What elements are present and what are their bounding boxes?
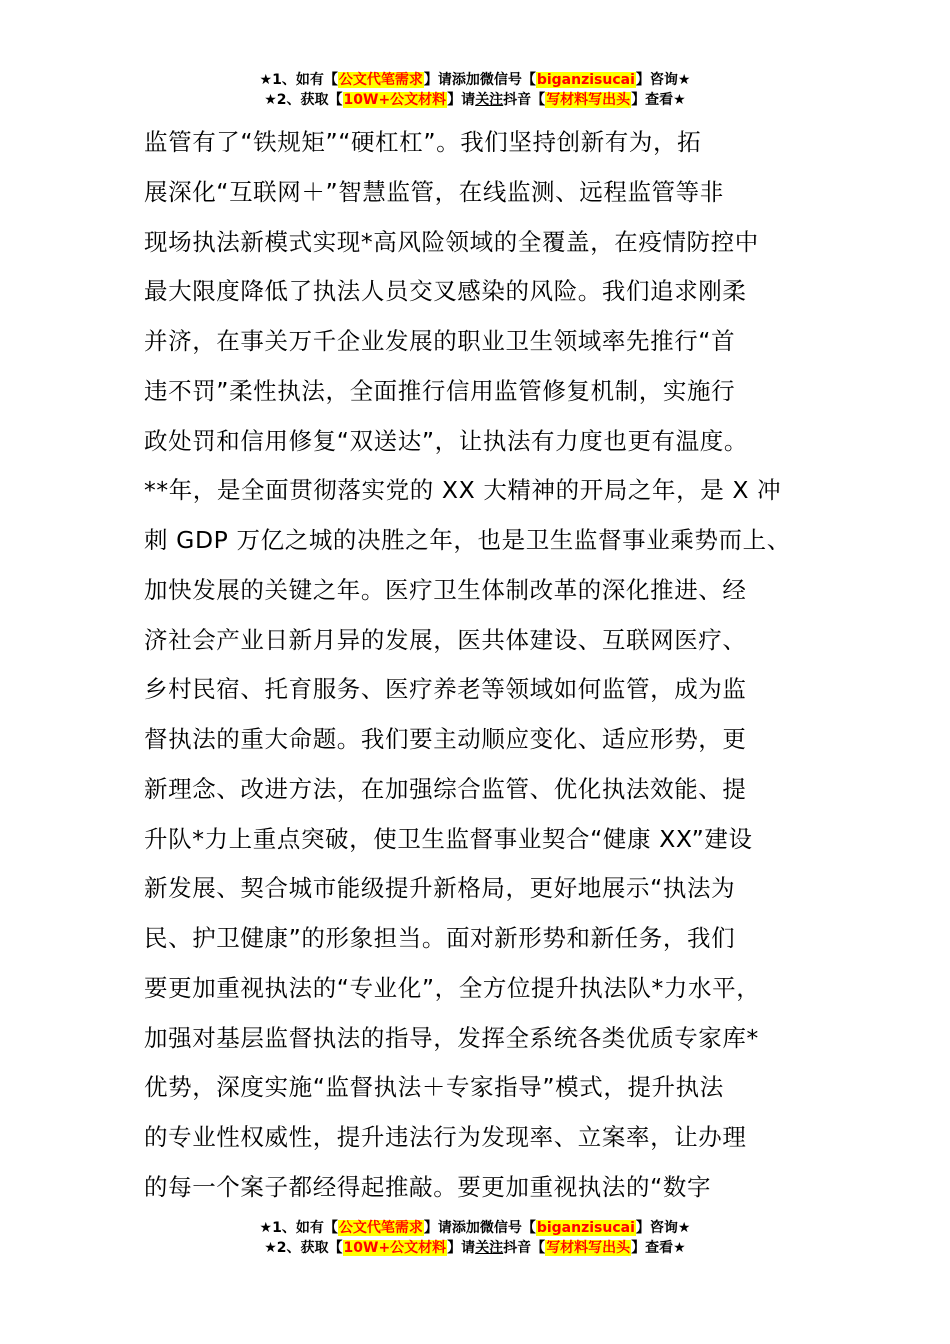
body-line: 优势，深度实施“监督执法＋专家指导”模式，提升执法: [144, 1073, 724, 1102]
promo-mid: 】请添加微信号【: [423, 1220, 536, 1236]
body-line: 现场执法新模式实现*高风险领域的全覆盖，在疫情防控中: [144, 227, 759, 256]
promo-line-1: [0, 70, 950, 90]
body-line: 督执法的重大命题。我们要主动顺应变化、适应形势，更: [144, 725, 747, 753]
promo-suffix: 】查看★: [631, 92, 686, 108]
body-line: 违不罚”柔性执法，全面推行信用监管修复机制，实施行: [144, 376, 736, 405]
promo-mid: 】请添加微信号【: [423, 72, 536, 88]
follow-underlined: 关注: [475, 1240, 504, 1256]
promo-suffix: 】查看★: [631, 1240, 686, 1256]
wechat-id-highlight: biganzisucai: [536, 1220, 635, 1236]
promo-line-2: [0, 1238, 950, 1258]
douyin-account-highlight: 写材料写出头: [546, 1240, 631, 1256]
promo-prefix: ★1、如有【: [259, 72, 338, 88]
body-line: 展深化“互联网＋”智慧监管，在线监测、远程监管等非: [144, 177, 724, 206]
promo-suffix: 】咨询★: [635, 1220, 691, 1236]
promo-suffix: 】咨询★: [635, 72, 691, 88]
promo-line-2: [0, 90, 950, 110]
promo-prefix: ★2、获取【: [264, 1240, 343, 1256]
body-line: 济社会产业日新月异的发展，医共体建设、互联网医疗、: [144, 625, 747, 654]
body-line: 并济，在事关万千企业发展的职业卫生领域率先推行“首: [144, 327, 736, 355]
promo-prefix: ★2、获取【: [264, 92, 343, 108]
douyin-account-highlight: 写材料写出头: [546, 92, 631, 108]
body-line: 新发展、契合城市能级提升新格局，更好地展示“执法为: [144, 874, 736, 903]
ghostwriting-highlight: 公文代笔需求: [338, 72, 423, 88]
promo-mid: 】请: [447, 92, 476, 108]
document-body: [144, 118, 834, 1213]
promo-header: [0, 70, 950, 110]
materials-highlight: 10W+公文材料: [343, 1240, 447, 1256]
promo-prefix: ★1、如有【: [259, 1220, 338, 1236]
promo-footer: [0, 1218, 950, 1258]
body-line: 民、护卫健康”的形象担当。面对新形势和新任务，我们: [144, 924, 736, 952]
body-line: 监管有了“铁规矩”“硬杠杠”。我们坚持创新有为，拓: [144, 128, 702, 156]
promo-mid: 】请: [447, 1240, 476, 1256]
body-line: **年，是全面贯彻落实党的 XX 大精神的开局之年，是 X 冲: [144, 476, 782, 505]
ghostwriting-highlight: 公文代笔需求: [338, 1220, 423, 1236]
body-line: 乡村民宿、托育服务、医疗养老等领域如何监管，成为监: [144, 675, 747, 704]
body-line: 最大限度降低了执法人员交叉感染的风险。我们追求刚柔: [144, 277, 747, 306]
follow-underlined: 关注: [475, 92, 504, 108]
body-line: 新理念、改进方法，在加强综合监管、优化执法效能、提: [144, 774, 747, 803]
body-line: 政处罚和信用修复“双送达”，让执法有力度也更有温度。: [144, 426, 748, 455]
body-line: 的专业性权威性，提升违法行为发现率、立案率，让办理: [144, 1123, 747, 1151]
body-line: 加强对基层监督执法的指导，发挥全系统各类优质专家库*: [144, 1023, 759, 1052]
wechat-id-highlight: biganzisucai: [536, 72, 635, 88]
materials-highlight: 10W+公文材料: [343, 92, 447, 108]
promo-line-1: [0, 1218, 950, 1238]
body-line: 的每一个案子都经得起推敲。要更加重视执法的“数字: [144, 1172, 712, 1201]
body-line: 要更加重视执法的“专业化”，全方位提升执法队*力水平，: [144, 973, 761, 1002]
body-line: 刺 GDP 万亿之城的决胜之年，也是卫生监督事业乘势而上、: [144, 526, 791, 554]
body-line: 升队*力上重点突破，使卫生监督事业契合“健康 XX”建设: [144, 824, 753, 853]
promo-mid: 抖音【: [503, 1240, 546, 1256]
body-line: 加快发展的关键之年。医疗卫生体制改革的深化推进、经: [144, 575, 747, 604]
promo-mid: 抖音【: [503, 92, 546, 108]
